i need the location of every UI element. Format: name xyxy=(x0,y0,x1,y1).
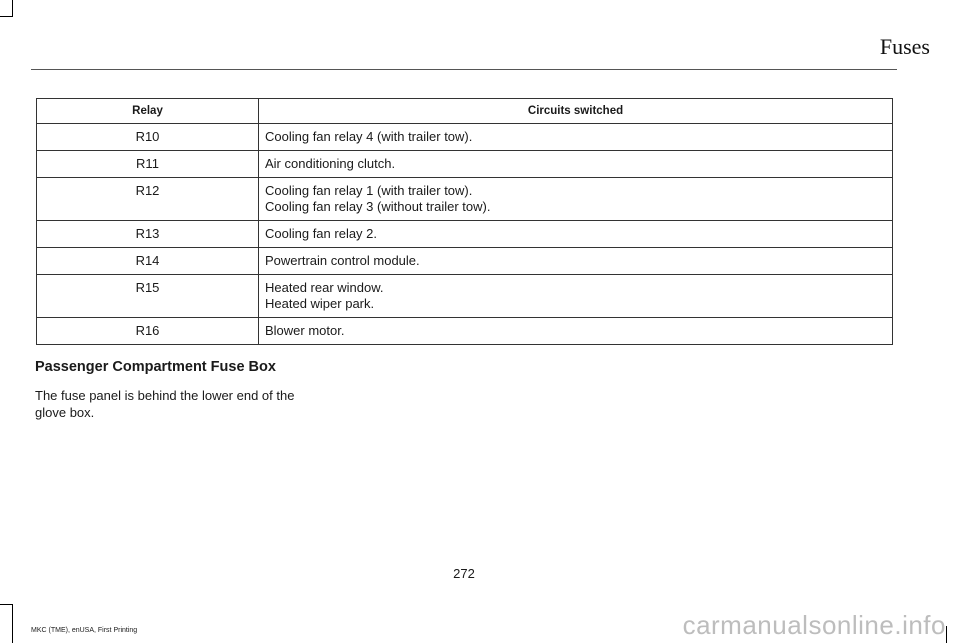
section-heading: Passenger Compartment Fuse Box xyxy=(35,359,276,375)
table-row xyxy=(37,124,893,151)
page-number: 272 xyxy=(453,566,475,581)
relay-id-cell: R12 xyxy=(37,178,259,221)
footer-print-note: MKC (TME), enUSA, First Printing xyxy=(31,627,138,634)
table-row xyxy=(37,221,893,248)
watermark-text: carmanualsonline.info xyxy=(682,610,946,640)
circuit-line: Air conditioning clutch. xyxy=(265,156,396,171)
table-row xyxy=(37,318,893,345)
circuit-cell xyxy=(259,178,893,221)
circuit-line: Powertrain control module. xyxy=(265,253,420,268)
table-row xyxy=(37,275,893,318)
table-row xyxy=(37,248,893,275)
circuit-cell xyxy=(259,275,893,318)
column-header-circuits: Circuits switched xyxy=(259,99,893,124)
relay-id-cell: R13 xyxy=(37,221,259,248)
header-divider xyxy=(31,69,897,70)
circuit-line: Heated wiper park. xyxy=(265,296,375,311)
circuit-line: Heated rear window. xyxy=(265,280,384,295)
circuit-cell xyxy=(259,318,893,345)
crop-mark-top-left-h xyxy=(0,16,13,17)
crop-mark-bottom-right-v xyxy=(946,626,947,643)
circuit-cell xyxy=(259,221,893,248)
relay-table xyxy=(36,98,893,345)
circuit-line: Cooling fan relay 4 (with trailer tow). xyxy=(265,129,473,144)
circuit-cell xyxy=(259,248,893,275)
circuit-cell xyxy=(259,151,893,178)
table-header-row xyxy=(37,99,893,124)
crop-mark-bottom-left-h xyxy=(0,604,13,605)
section-body-text: The fuse panel is behind the lower end of the glove box. xyxy=(35,388,295,420)
circuit-line: Cooling fan relay 3 (without trailer tow). xyxy=(265,199,491,214)
circuit-cell xyxy=(259,124,893,151)
circuit-line: Blower motor. xyxy=(265,323,345,338)
page-header-title: Fuses xyxy=(879,34,930,59)
relay-id-cell: R10 xyxy=(37,124,259,151)
crop-mark-bottom-left-v xyxy=(12,604,13,643)
relay-id-cell: R14 xyxy=(37,248,259,275)
crop-mark-top-left-v xyxy=(12,0,13,16)
circuit-line: Cooling fan relay 2. xyxy=(265,226,378,241)
relay-id-cell: R11 xyxy=(37,151,259,178)
relay-id-cell: R15 xyxy=(37,275,259,318)
circuit-line: Cooling fan relay 1 (with trailer tow). xyxy=(265,183,473,198)
table-row xyxy=(37,178,893,221)
relay-id-cell: R16 xyxy=(37,318,259,345)
table-row xyxy=(37,151,893,178)
column-header-relay: Relay xyxy=(37,99,259,124)
